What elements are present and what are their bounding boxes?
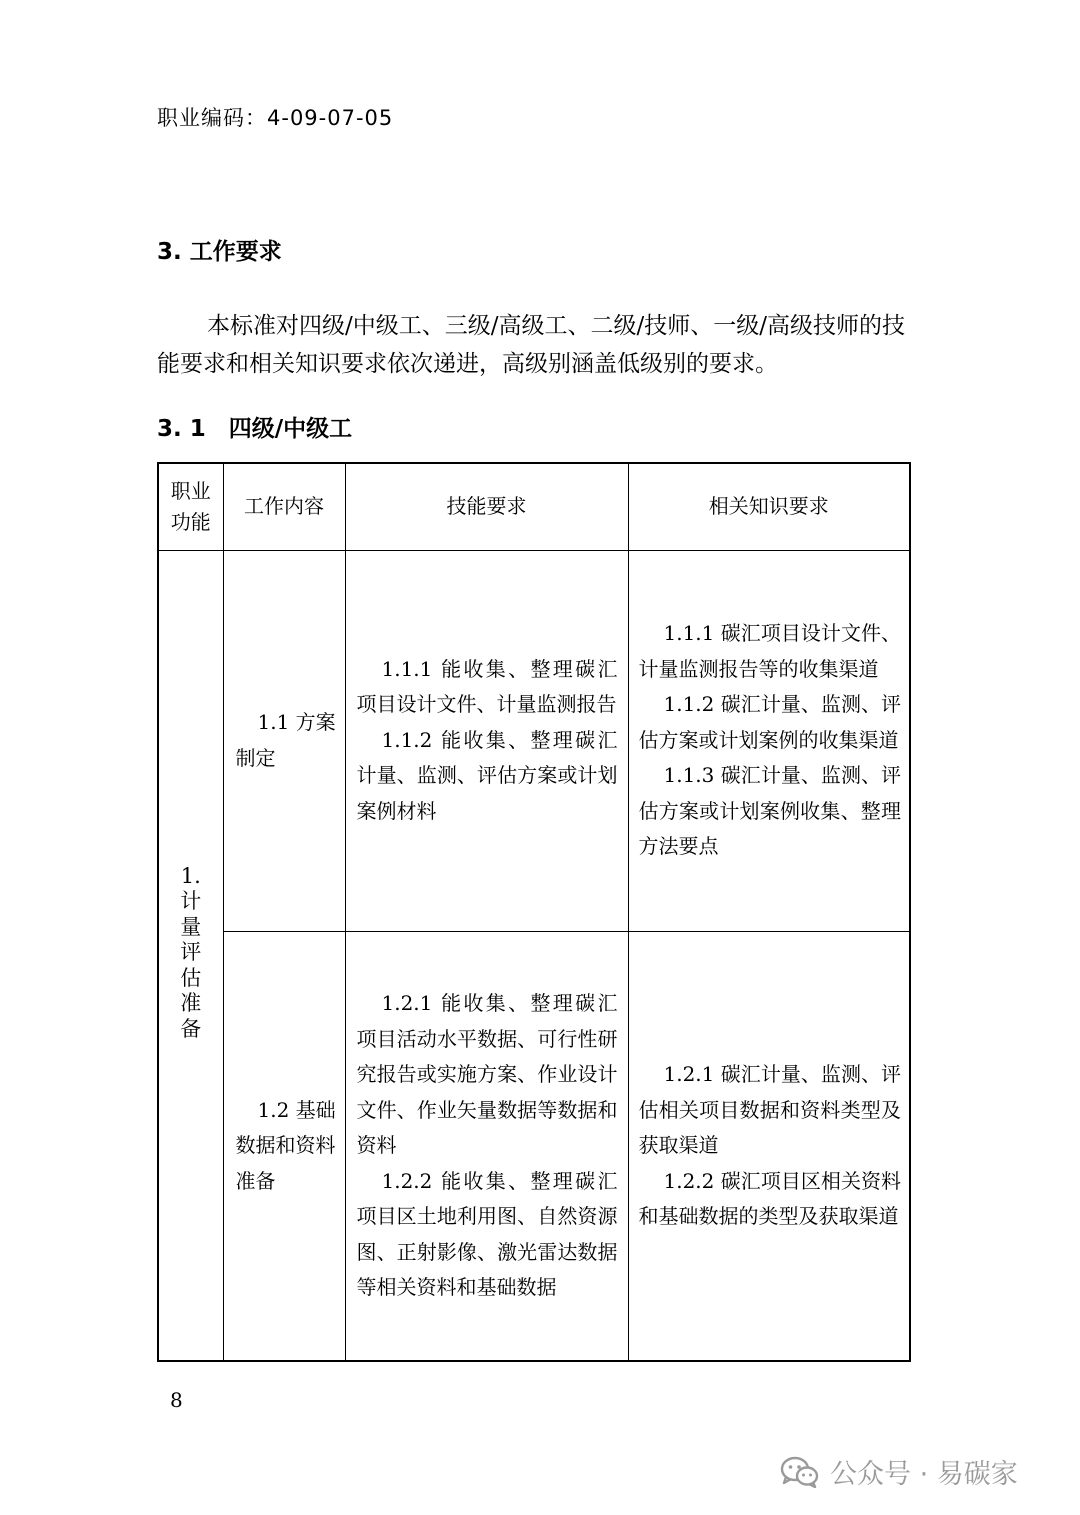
watermark [780, 1452, 1018, 1491]
knowledge-item: 1.1.3 碳汇计量、监测、评估方案或计划案例收集、整理方法要点 [638, 763, 901, 859]
knowledge-item: 1.1.2 碳汇计量、监测、评估方案或计划案例的收集渠道 [638, 692, 901, 752]
skill-item: 1.1.2 能收集、整理碳汇计量、监测、评估方案或计划案例材料 [356, 727, 618, 823]
header-content: 工作内容 [223, 463, 345, 550]
intro-paragraph: 本标准对四级/中级工、三级/高级工、二级/技师、一级/高级技师的技能要求和相关知识要求依次递进，高级别涵盖低级别的要求。 [157, 313, 905, 377]
subsection-heading: 3. 1 四级/中级工 [157, 416, 353, 442]
content-cell [223, 931, 345, 1361]
requirements-table [157, 462, 911, 1362]
content-cell [223, 550, 345, 931]
wechat-icon [780, 1456, 820, 1488]
knowledge-cell [628, 550, 910, 931]
skill-item: 1.1.1 能收集、整理碳汇项目设计文件、计量监测报告 [356, 656, 618, 717]
knowledge-cell [628, 931, 910, 1361]
watermark-text: 公众号 · 易碳家 [830, 1459, 1018, 1490]
function-cell [158, 550, 223, 1361]
table-row [158, 550, 910, 931]
header-knowledge: 相关知识要求 [628, 463, 910, 550]
page-number: 8 [170, 1388, 183, 1412]
skills-cell [345, 931, 628, 1361]
table-row [158, 931, 910, 1361]
function-label: 1. 计量评估准备 [180, 863, 202, 1041]
header-skills: 技能要求 [345, 463, 628, 550]
skill-item: 1.2.2 能收集、整理碳汇项目区土地利用图、自然资源图、正射影像、激光雷达数据等相关资料和基础数据 [356, 1168, 618, 1299]
content-label: 1.1 方案制定 [235, 710, 336, 770]
content-label: 1.2 基础数据和资料准备 [235, 1097, 336, 1193]
knowledge-item: 1.2.1 碳汇计量、监测、评估相关项目数据和资料类型及获取渠道 [638, 1062, 901, 1157]
skills-cell [345, 550, 628, 931]
knowledge-item: 1.2.2 碳汇项目区相关资料和基础数据的类型及获取渠道 [638, 1168, 901, 1228]
header-function: 职业功能 [158, 463, 223, 550]
skill-item: 1.2.1 能收集、整理碳汇项目活动水平数据、可行性研究报告或实施方案、作业设计文件、作业矢量数据等数据和资料 [356, 991, 618, 1157]
section-heading: 3. 工作要求 [157, 239, 282, 265]
table-header-row [158, 463, 910, 550]
knowledge-item: 1.1.1 碳汇项目设计文件、计量监测报告等的收集渠道 [638, 621, 901, 681]
job-code: 职业编码：4-09-07-05 [157, 106, 394, 130]
